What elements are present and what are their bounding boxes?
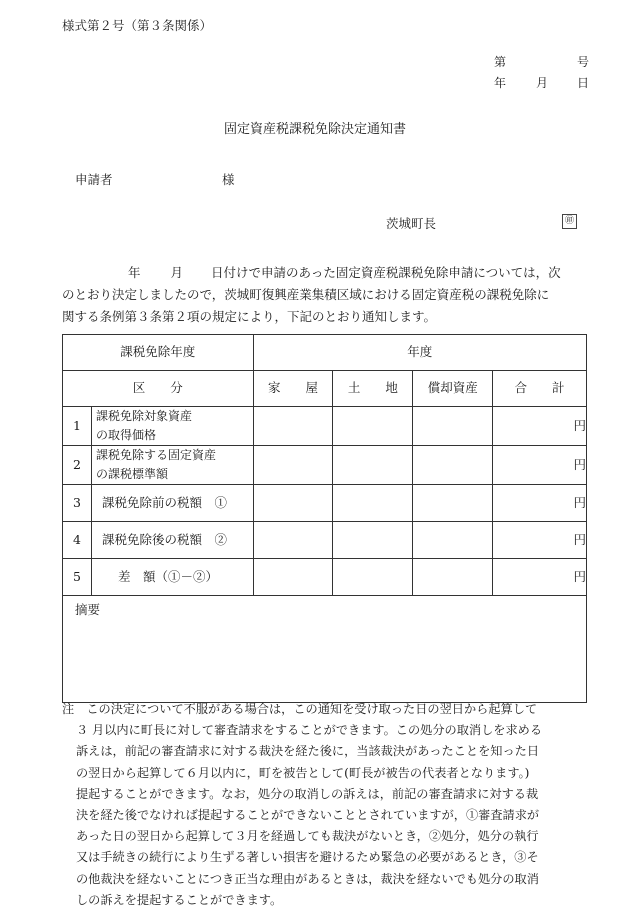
column-header: 家 屋 [253, 371, 333, 407]
row-label-line: の課税標準額 [95, 467, 168, 481]
column-header: 償却資産 [413, 371, 493, 407]
row-label-line: の取得価格 [95, 428, 156, 442]
cell-building [253, 485, 333, 522]
cell-land [333, 559, 413, 596]
summary-label: 摘要 [75, 602, 101, 617]
note-line: の他裁決を経ないことにつき正当な理由があるときは，裁決を経ないでも処分の取消 [76, 871, 539, 886]
date-year: 年 [494, 76, 507, 90]
cell-land [333, 446, 413, 485]
intro-line-1-text: 日付けで申請のあった固定資産税課税免除申請については，次 [211, 265, 561, 280]
note-line: 又は手続きの続行により生ずる著しい損害を避けるため緊急の必要があるとき，③そ [76, 850, 539, 865]
note-line: 訴えは，前記の審査請求に対する裁決を経た後に，当該裁決があったことを知った日 [76, 744, 540, 759]
row-number: 5 [63, 559, 92, 596]
table-row-summary [63, 596, 587, 703]
column-header: 合 計 [493, 371, 587, 407]
note-line: ３ 月以内に町長に対して審査請求をすることができます。この処分の取消しを求める [76, 723, 543, 738]
intro-month: 月 [170, 265, 184, 280]
notes-section [62, 699, 592, 911]
intro-paragraph [62, 262, 590, 328]
seal-mark: ㊞ [562, 214, 577, 229]
row-number: 4 [63, 522, 92, 559]
doc-number-prefix: 第 [494, 55, 507, 69]
applicant-honorific: 様 [222, 172, 235, 187]
summary-cell [63, 596, 587, 703]
intro-year: 年 [128, 265, 141, 280]
intro-line-3: 関する条例第３条第２項の規定により，下記のとおり通知します。 [62, 309, 437, 324]
year-label-cell: 課税免除年度 [63, 335, 254, 371]
intro-line-2: のとおり決定しましたので，茨城町復興産業集積区域における固定資産税の課税免除に [62, 287, 550, 302]
cell-building [253, 407, 333, 446]
cell-depreciable [413, 446, 493, 485]
cell-land [333, 485, 413, 522]
cell-depreciable [413, 559, 493, 596]
form-number: 様式第２号（第３条関係） [62, 18, 213, 33]
document-title: 固定資産税課税免除決定通知書 [223, 122, 406, 137]
row-label: 課税免除後の税額 ② [91, 522, 253, 559]
exemption-table [62, 334, 587, 703]
cell-total: 円 [493, 559, 587, 596]
table-row-header [63, 371, 587, 407]
issuer-name: 茨城町長 [386, 216, 437, 231]
applicant-label: 申請者 [75, 172, 113, 187]
cell-land [333, 522, 413, 559]
cell-land [333, 407, 413, 446]
table-row [63, 407, 587, 446]
doc-number-suffix: 号 [577, 55, 590, 69]
table-row [63, 559, 587, 596]
note-line: あった日の翌日から起算して３月を経過しても裁決がないとき，②処分，処分の執行 [76, 829, 539, 844]
row-number: 3 [63, 485, 92, 522]
row-label [91, 407, 253, 446]
table-row [63, 446, 587, 485]
cell-building [253, 559, 333, 596]
table-row [63, 522, 587, 559]
row-number: 2 [63, 446, 92, 485]
row-label [91, 446, 253, 485]
cell-total: 円 [493, 485, 587, 522]
row-label-line: 課税免除する固定資産 [95, 448, 216, 462]
row-label-line: 課税免除対象資産 [95, 409, 192, 423]
table-row [63, 485, 587, 522]
date-month: 月 [536, 76, 549, 90]
note-line: 決を経た後でなければ提起することができないこととされていますが，①審査請求が [76, 807, 540, 822]
cell-depreciable [413, 522, 493, 559]
note-line: しの訴えを提起することができます。 [76, 892, 283, 907]
cell-total: 円 [493, 446, 587, 485]
column-header: 土 地 [333, 371, 413, 407]
row-label: 差 額（①－②） [91, 559, 253, 596]
cell-total: 円 [493, 407, 587, 446]
note-line: の翌日から起算して６月以内に，町を被告として(町長が被告の代表者となります。) [76, 765, 530, 780]
year-value-cell: 年度 [253, 335, 586, 371]
note-line: 注 この決定について不服がある場合は，この通知を受け取った日の翌日から起算して [62, 702, 538, 716]
cell-building [253, 522, 333, 559]
cell-building [253, 446, 333, 485]
table-row-year [63, 335, 587, 371]
category-label-cell: 区 分 [63, 371, 254, 407]
note-line: 提起することができます。なお，処分の取消しの訴えは，前記の審査請求に対する裁 [76, 786, 539, 801]
date-day: 日 [577, 76, 590, 90]
row-number: 1 [63, 407, 92, 446]
intro-line-1 [62, 262, 590, 284]
cell-depreciable [413, 407, 493, 446]
cell-depreciable [413, 485, 493, 522]
cell-total: 円 [493, 522, 587, 559]
row-label: 課税免除前の税額 ① [91, 485, 253, 522]
